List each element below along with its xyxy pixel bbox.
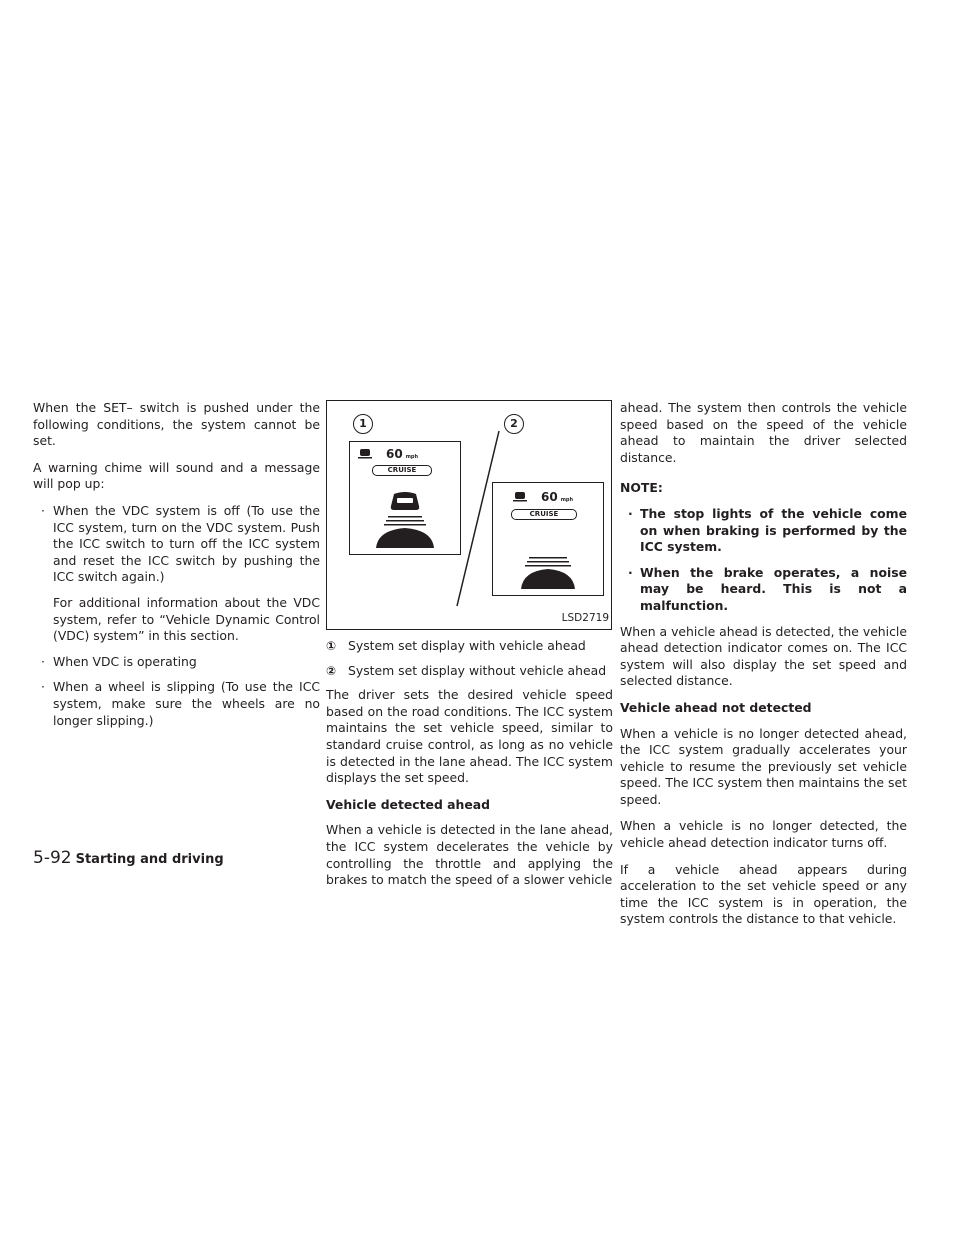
list-item: [620, 565, 907, 615]
list-item: [33, 654, 320, 671]
paragraph-continued: ahead. The system then controls the vehicle speed based on the speed of the vehicle ahead to maintain the driver selected distance.: [620, 400, 907, 465]
caption-1: [326, 638, 613, 655]
list-item-text: When the VDC system is off (To use the ICC system, turn on the VDC system. Push the ICC switch to turn off the ICC system and reset the ICC switch by pushing the ICC switch again.): [53, 502, 320, 585]
display-panel-with-vehicle: [349, 441, 461, 555]
speed-value: 60: [386, 447, 403, 461]
column-middle: [326, 400, 613, 899]
list-item: [620, 506, 907, 556]
paragraph-indicator-on: When a vehicle ahead is detected, the vehicle ahead detection indicator comes on. The ICC system will also display the set speed and selected distance.: [620, 623, 907, 689]
section-title: Starting and driving: [75, 852, 224, 867]
bullet-mark: ·: [628, 505, 633, 521]
bullet-mark: ·: [628, 564, 633, 580]
icc-display-figure: [326, 400, 612, 630]
paragraph-driver-sets: The driver sets the desired vehicle speed based on the road conditions. The ICC system maintains the set vehicle speed, similar to standard cruise control, as long as no vehicle is detected in the lane ahead. The ICC system displays the set speed.: [326, 687, 613, 786]
subnote-text: For additional information about the VDC system, refer to “Vehicle Dynamic Control (VDC) system” in this section.: [53, 594, 320, 644]
speed-unit: mph: [405, 454, 419, 460]
figure-label-1: 1: [353, 414, 373, 434]
heading-vehicle-detected: Vehicle detected ahead: [326, 796, 490, 812]
page-number: 5-92: [33, 848, 72, 868]
column-right: [620, 400, 907, 938]
caption-number: ①: [326, 639, 337, 653]
list-item-subnote: [33, 595, 320, 645]
heading-vehicle-not-detected: Vehicle ahead not detected: [620, 699, 812, 715]
list-item-text: When VDC is operating: [53, 653, 197, 669]
condition-list: [33, 503, 320, 729]
cruise-label: CRUISE: [511, 509, 577, 520]
paragraph-vehicle-detected: When a vehicle is detected in the lane ahead, the ICC system decelerates the vehicle by controlling the throttle and applying the brakes to match the speed of a slower vehicle: [326, 822, 613, 888]
vehicle-ahead-distance-icon: [370, 490, 440, 552]
paragraph-warning-chime: A warning chime will sound and a message will pop up:: [33, 459, 320, 492]
caption-text: System set display with vehicle ahead: [348, 638, 586, 653]
speed-unit: mph: [560, 497, 574, 503]
caption-2: [326, 663, 613, 680]
set-speed: [541, 489, 573, 509]
speed-value: 60: [541, 490, 558, 504]
page-footer: [33, 848, 224, 868]
caption-text: System set display without vehicle ahead: [348, 662, 607, 678]
display-panel-without-vehicle: [492, 482, 604, 596]
note-list: [620, 506, 907, 615]
vehicle-ahead-indicator-icon: [513, 491, 527, 503]
vehicle-ahead-indicator-icon: [358, 448, 372, 460]
bullet-mark: ·: [41, 653, 45, 669]
note-heading: NOTE:: [620, 480, 663, 496]
cruise-label: CRUISE: [372, 465, 432, 476]
paragraph-vehicle-appears: If a vehicle ahead appears during acceleration to the set vehicle speed or any time the ICC system is in operation, the system controls the distance to that vehicle.: [620, 861, 907, 927]
list-item: [33, 503, 320, 586]
bullet-mark: ·: [41, 679, 45, 695]
note-text: When the brake operates, a noise may be heard. This is not a malfunction.: [640, 564, 907, 613]
list-item: [33, 679, 320, 729]
caption-number: ②: [326, 663, 337, 678]
paragraph-accelerates: When a vehicle is no longer detected ahead, the ICC system gradually accelerates your vehicle to resume the previously set vehicle speed. The ICC system then maintains the set speed.: [620, 725, 907, 807]
bullet-mark: ·: [41, 502, 45, 518]
own-vehicle-distance-icon: [513, 553, 583, 593]
paragraph-indicator-off: When a vehicle is no longer detected, the vehicle ahead detection indicator turns off.: [620, 818, 907, 851]
column-left: [33, 400, 320, 738]
figure-code: LSD2719: [561, 612, 609, 625]
paragraph-set-switch: When the SET– switch is pushed under the following conditions, the system cannot be set.: [33, 400, 320, 449]
figure-label-2: 2: [504, 414, 524, 434]
set-speed: [386, 446, 418, 466]
note-text: The stop lights of the vehicle come on when braking is performed by the ICC system.: [640, 505, 907, 555]
list-item-text: When a wheel is slipping (To use the ICC system, make sure the wheels are no longer slipping.): [53, 679, 320, 728]
